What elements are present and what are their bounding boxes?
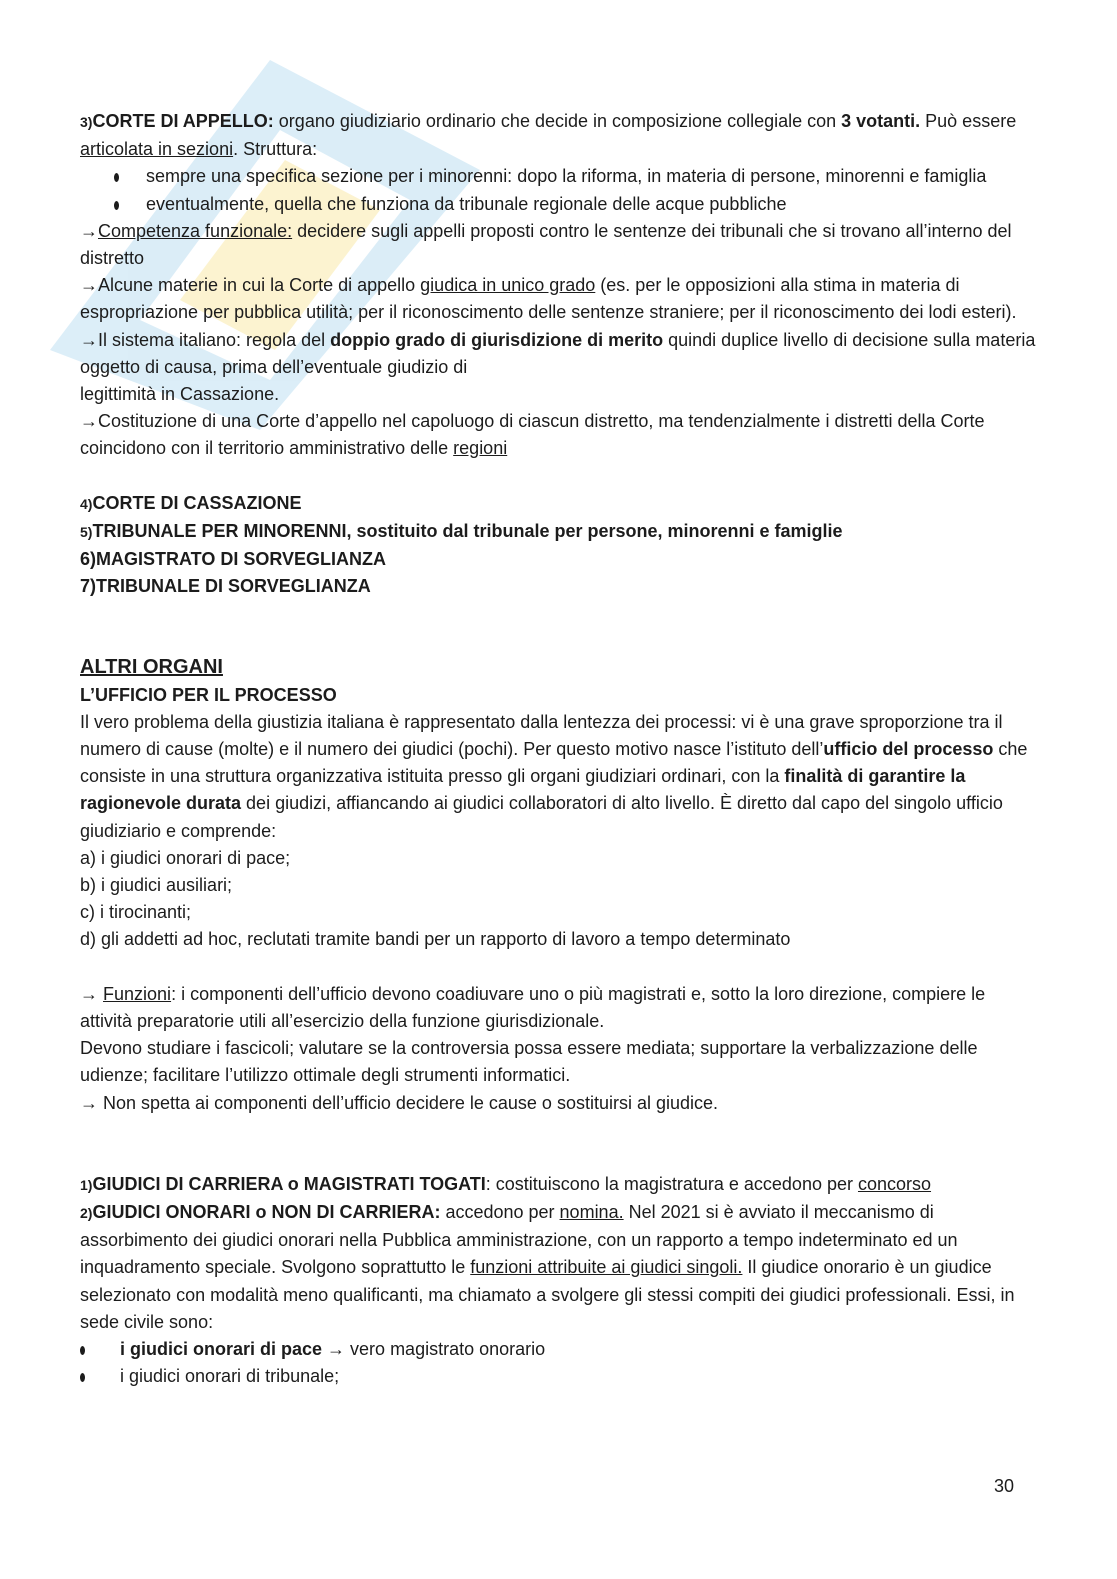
- list-item: i giudici onorari di pace → vero magistrato onorario: [75, 1336, 1040, 1363]
- list-item: sempre una specifica sezione per i minorenni: dopo la riforma, in materia di persone, minorenni e famiglia: [80, 163, 1040, 190]
- organ-item-5: 5)TRIBUNALE PER MINORENNI, sostituito dal tribunale per persone, minorenni e famiglie: [80, 520, 843, 541]
- page-number: 30: [994, 1476, 1015, 1496]
- giudici-onorari-list: [80, 1336, 1040, 1390]
- subheading-ufficio-processo: L’UFFICIO PER IL PROCESSO: [80, 684, 337, 705]
- giudici-carriera: 1)GIUDICI DI CARRIERA o MAGISTRATI TOGATI: costituiscono la magistratura e accedono per concorso: [80, 1173, 932, 1194]
- list-item: c) i tirocinanti;: [80, 902, 192, 923]
- list-item: b) i giudici ausiliari;: [80, 875, 233, 896]
- organ-item-4: 4)CORTE DI CASSAZIONE: [80, 492, 302, 513]
- corte-appello-intro: 3)CORTE DI APPELLO: organo giudiziario ordinario che decide in composizione collegiale con 3 votanti. Può essere articolata in sezioni. Struttura:: [80, 111, 1017, 160]
- funzioni-limit: → Non spetta ai componenti dell’ufficio decidere le cause o sostituirsi al giudice.: [80, 1092, 719, 1113]
- unico-grado: →Alcune materie in cui la Corte di appello giudica in unico grado (es. per le opposizioni alla stima in materia di espropriazione per pubblica utilità; per il riconoscimento delle sentenze straniere; per il riconoscimento dei lodi esteri).: [80, 275, 1017, 323]
- list-item: i giudici onorari di tribunale;: [75, 1363, 1040, 1390]
- giudici-onorari: 2)GIUDICI ONORARI o NON DI CARRIERA: accedono per nomina. Nel 2021 si è avviato il meccanismo di assorbimento dei giudici onorari nella Pubblica amministrazione, con un rapporto a tempo indeterminato ed un inquadramento speciale. Svolgono soprattutto le funzioni attribuite ai giudici singoli. Il giudice onorario è un giudice selezionato con modalità meno qualificanti, ma chiamato a svolgere gli stessi compiti dei giudici professionali. Essi, in sede civile sono:: [80, 1201, 1015, 1332]
- funzioni-detail: Devono studiare i fascicoli; valutare se la controversia possa essere mediata; supportare la verbalizzazione delle udienze; facilitare l’utilizzo ottimale degli strumenti informatici.: [80, 1038, 978, 1086]
- organ-item-6: 6)MAGISTRATO DI SORVEGLIANZA: [80, 549, 387, 570]
- organ-item-7: 7)TRIBUNALE DI SORVEGLIANZA: [80, 576, 371, 597]
- list-item: eventualmente, quella che funziona da tribunale regionale delle acque pubbliche: [80, 191, 1040, 218]
- competenza-funzionale: →Competenza funzionale: decidere sugli appelli proposti contro le sentenze dei tribunali che si trovano all’interno del distretto: [80, 220, 1012, 269]
- doppio-grado: →Il sistema italiano: regola del doppio grado di giurisdizione di merito quindi duplice livello di decisione sulla materia oggetto di causa, prima dell’eventuale giudizio di legittimità in Cassazione.: [80, 329, 1036, 405]
- funzioni-paragraph: → Funzioni: i componenti dell’ufficio devono coadiuvare uno o più magistrati e, sotto la loro direzione, compiere le attività preparatorie utili all’esercizio della funzione giurisdizionale.: [80, 983, 986, 1031]
- list-item: d) gli addetti ad hoc, reclutati tramite bandi per un rapporto di lavoro a tempo determinato: [80, 929, 791, 950]
- costituzione-corte: →Costituzione di una Corte d’appello nel capoluogo di ciascun distretto, ma tendenzialmente i distretti della Corte coincidono con il territorio amministrativo delle regioni: [80, 411, 985, 459]
- ufficio-processo-intro: Il vero problema della giustizia italiana è rappresentato dalla lentezza dei processi: vi è una grave sproporzione tra il numero di cause (molte) e il numero dei giudici (pochi). Per questo motivo nasce l’istituto dell’ufficio del processo che consiste in una struttura organizzativa istituita presso gli organi giudiziari ordinari, con la finalità di garantire la ragionevole durata dei giudizi, affiancando ai giudici collaboratori di alto livello. È diretto dal capo del singolo ufficio giudiziario e comprende:: [80, 711, 1028, 841]
- section-heading-altri-organi: ALTRI ORGANI: [80, 656, 223, 679]
- corte-appello-title: CORTE DI APPELLO:: [92, 111, 274, 131]
- corte-appello-structure-list: [80, 163, 1040, 217]
- page-content: [80, 108, 1040, 1390]
- list-item: a) i giudici onorari di pace;: [80, 847, 291, 868]
